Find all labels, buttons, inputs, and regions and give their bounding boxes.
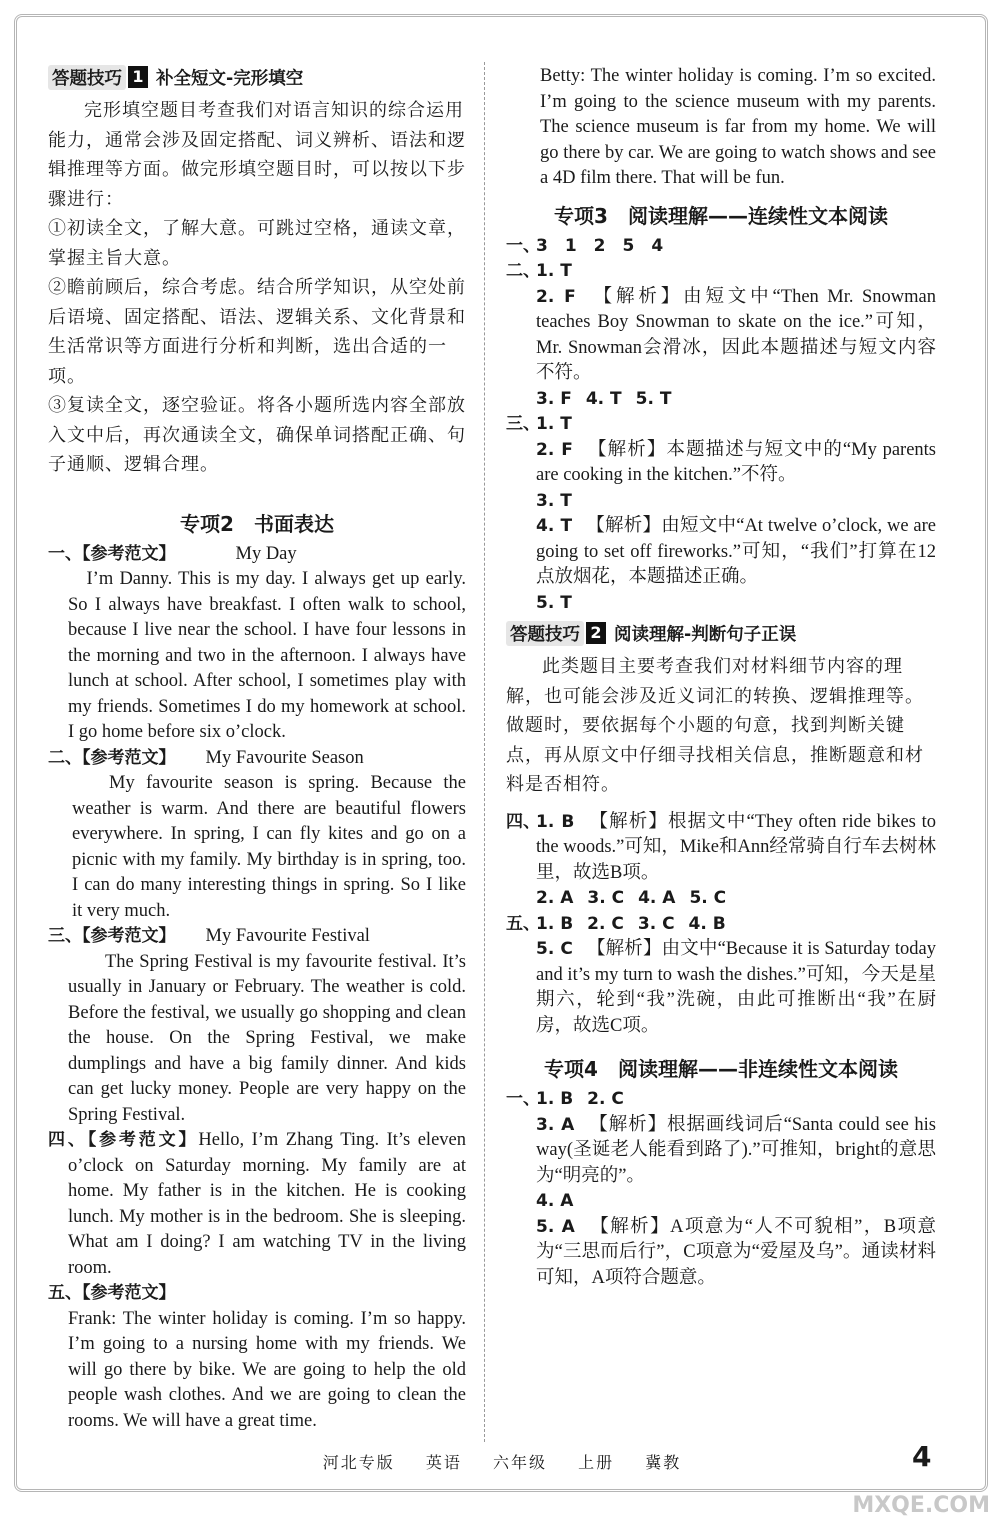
answer-key: 2. F — [536, 439, 573, 460]
sec4-title: 专项4 阅读理解——非连续性文本阅读 — [544, 1057, 898, 1081]
answer-line — [506, 1113, 936, 1190]
footer-volume: 上册 — [578, 1453, 615, 1472]
answer-body — [536, 1189, 936, 1215]
sec3b-answers — [506, 810, 936, 1040]
answer-mark — [506, 387, 536, 413]
tip1-header — [48, 62, 466, 92]
tip1-para: ①初读全文，了解大意。可跳过空格，通读文章，掌握主旨大意。 — [48, 218, 466, 269]
answer-mark: 三、 — [506, 414, 540, 434]
sec4-answers — [506, 1087, 936, 1291]
essay-mark: 二、【参考范文】 — [48, 747, 176, 768]
tip1-para: ③复读全文，逐空验证。将各小题所选内容全部放入文中后，再次通读全文，确保单词搭配正确、句子通顺、逻辑合理。 — [48, 395, 466, 475]
answer-line — [506, 234, 936, 260]
answer-key: 4. A — [536, 1191, 574, 1211]
answer-mark — [506, 591, 536, 617]
answer-key: 2. C — [587, 913, 624, 934]
tip1-para: 完形填空题目考查我们对语言知识的综合运用能力，通常会涉及固定搭配、词义辨析、语法和逻辑推理等方面。做完形填空题目时，可以按以下步骤进行： — [48, 100, 466, 210]
answer-mark — [506, 1189, 536, 1215]
answer-key: 2. F — [536, 286, 576, 307]
answer-line — [506, 412, 936, 438]
sec2-title: 专项2 书面表达 — [180, 511, 334, 536]
sec3-answers — [506, 234, 936, 617]
tip2-body: 此类题目主要考查我们对材料细节内容的理解，也可能会涉及近义词汇的转换、逻辑推理等。做题时，要依据每个小题的句意，找到判断关键点，再从原文中仔细寻找相关信息，推断题意和材料是否相符。 — [506, 656, 924, 795]
answer-mark: 二、 — [506, 261, 540, 281]
answer-key: 3. C — [637, 913, 675, 934]
answer-key: 4. T — [536, 516, 573, 536]
essay-5-text-2: Betty: The winter holiday is coming. I’m so excited. I’m going to the science museum with my parents. The science museum is far from my home. We will go there by car. We are going to watch shows and see a 4D film there. That will be fun. — [540, 66, 936, 188]
answer-key: 2. A — [536, 888, 574, 908]
answer-line — [506, 489, 936, 515]
answer-body — [536, 234, 936, 260]
answer-key: 3. T — [536, 490, 572, 511]
essay-heading: My Favourite Season — [205, 747, 364, 768]
essay-2 — [48, 746, 466, 925]
answer-key: 1. B — [536, 1089, 574, 1109]
answer-mark — [506, 285, 536, 387]
answer-body — [536, 810, 936, 887]
essay-heading: My Day — [235, 543, 297, 564]
answer-line — [506, 1087, 936, 1113]
answer-body — [536, 591, 936, 617]
answer-explanation: 【解析】由短文中“Then Mr. Snowman teaches Boy Snowman to skate on the ice.”可知，Mr. Snowman会滑冰，因此本题描述与短文内容不符。 — [536, 286, 936, 383]
answer-mark — [506, 514, 536, 591]
essay-mark: 四、【参考范文】 — [48, 1130, 199, 1150]
left-column — [48, 62, 466, 1434]
answer-key: 4. B — [688, 913, 726, 934]
answer-line — [506, 1215, 936, 1292]
answer-mark: 五、 — [506, 913, 540, 934]
watermark-logo — [840, 1440, 990, 1520]
answer-mark — [506, 1113, 536, 1190]
footer-region: 河北专版 — [322, 1453, 395, 1472]
essay-text: Frank: The winter holiday is coming. I’m so happy. I’m going to a nursing home with my friends. We will go there by bike. We are going to help the old people wash clothes. And we are going to clean the rooms. We will have a great time. — [68, 1308, 466, 1431]
answer-key: 4. T — [585, 388, 622, 409]
sec3-title: 专项3 阅读理解——连续性文本阅读 — [554, 203, 888, 228]
answer-mark — [506, 1215, 536, 1292]
tip1-number: 1 — [128, 66, 148, 88]
answer-key: 3. C — [587, 888, 625, 908]
answer-body — [536, 1087, 936, 1113]
answer-body — [536, 285, 936, 387]
answer-line — [506, 912, 936, 938]
answer-key: 5. T — [536, 592, 572, 613]
answer-key: 5. C — [689, 888, 727, 908]
answer-line — [506, 886, 936, 912]
watermark-text: MXQE.COM — [852, 1493, 990, 1518]
answer-mark — [506, 937, 536, 1039]
answer-key: 5. C — [536, 939, 573, 959]
tip1-body — [48, 96, 466, 480]
answer-body — [536, 912, 936, 938]
answer-key: 1. T — [536, 414, 572, 434]
answer-body — [536, 886, 936, 912]
answer-body — [536, 489, 936, 515]
answer-line — [506, 937, 936, 1039]
answer-line — [506, 591, 936, 617]
answer-body — [536, 387, 936, 413]
answer-explanation: 【解析】A项意为“人不可貌相”，B项意为“三思而后行”，C项意为“爱屋及乌”。通读材料可知，A项符合题意。 — [536, 1216, 936, 1288]
tip2-header — [506, 618, 936, 648]
essay-heading: My Favourite Festival — [205, 926, 370, 946]
answer-key: 2. C — [587, 1089, 624, 1109]
answer-line — [506, 438, 936, 489]
answer-explanation: 【解析】由短文中“At twelve o’clock, we are going to set off fireworks.”可知，“我们”打算在12点放烟花，本题描述正确。 — [536, 516, 936, 587]
essay-3 — [48, 924, 466, 1128]
essay-text: Hello, I’m Zhang Ting. It’s eleven o’clock on Saturday morning. My family are at home. My father is in the kitchen. He is cooking lunch. My mother is in the bedroom. She is sleeping. What am I doing? I am watching TV in the living room. — [68, 1130, 466, 1278]
essay-mark: 三、【参考范文】 — [48, 926, 176, 946]
answer-line — [506, 1189, 936, 1215]
column-divider — [484, 62, 485, 1442]
answer-explanation: 【解析】根据文中“They often ride bikes to the woods.”可知，Mike和Ann经常骑自行车去树林里，故选B项。 — [536, 811, 937, 883]
tip1-para: ②瞻前顾后，综合考虑。结合所学知识，从空处前后语境、固定搭配、语法、逻辑关系、文化背景和生活常识等方面进行分析和判断，选出合适的一项。 — [48, 277, 466, 387]
answer-key: 3 1 2 5 4 — [536, 235, 664, 256]
essay-text: I’m Danny. This is my day. I always get up early. So I always have breakfast. I often walk to school, because I live near the school. I have four lessons in the morning and two in the afternoon. I always have lunch at school. After school, I sometimes play with my friends. Sometimes I do my homework at school. I go home before six o’clock. — [68, 569, 466, 742]
essay-text: My favourite season is spring. Because the weather is warm. And there are beautiful flowers everywhere. In spring, I can fly kites and go on a picnic with my family. My birthday is in spring, too. I can do many interesting things in spring. So I like it very much. — [72, 773, 466, 921]
answer-key: 1. B — [536, 913, 574, 934]
page-number: 4 — [912, 1440, 932, 1473]
essay-mark: 一、【参考范文】 — [48, 543, 176, 564]
tip1-title: 补全短文-完形填空 — [156, 68, 304, 89]
answer-mark: 四、 — [506, 811, 540, 832]
answer-body — [536, 1215, 936, 1292]
essay-mark: 五、【参考范文】 — [48, 1283, 176, 1303]
answer-line — [506, 810, 936, 887]
answer-key: 4. A — [638, 888, 676, 908]
right-column — [506, 64, 936, 1291]
answer-body — [536, 514, 936, 591]
footer-grade: 六年级 — [492, 1453, 547, 1472]
answer-key: 5. T — [635, 388, 672, 409]
answer-body — [536, 937, 936, 1039]
answer-line — [506, 285, 936, 387]
answer-key: 3. F — [536, 388, 572, 409]
answer-line — [506, 514, 936, 591]
answer-key: 1. T — [536, 261, 572, 281]
essay-text: The Spring Festival is my favourite festival. It’s usually in January or February. The weather is cold. Before the festival, we usually go shopping and clean the house. On the Spring Festival, we make dumplings and have a big family dinner. And kids can get lucky money. People are very happy on the Spring Festival. — [68, 951, 466, 1125]
answer-mark — [506, 489, 536, 515]
answer-key: 5. A — [536, 1216, 575, 1237]
answer-explanation: 【解析】本题描述与短文中的“My parents are cooking in the kitchen.”不符。 — [536, 439, 936, 485]
answer-body — [536, 1113, 936, 1190]
tip2-number: 2 — [586, 622, 606, 644]
answer-line — [506, 387, 936, 413]
answer-key: 3. A — [536, 1114, 575, 1135]
tip1-label: 答题技巧 — [48, 65, 126, 90]
answer-mark: 一、 — [506, 235, 540, 256]
essay-4 — [48, 1128, 466, 1281]
essay-5 — [48, 1281, 466, 1434]
answer-body — [536, 259, 936, 285]
answer-mark: 一、 — [506, 1089, 540, 1109]
answer-explanation: 【解析】由文中“Because it is Saturday today and it’s my turn to wash the dishes.”可知，今天是星期六，轮到“我”洗碗，由此可推断出“我”在厨房，故选C项。 — [536, 939, 937, 1036]
tip2-label: 答题技巧 — [506, 621, 584, 646]
tip2-title: 阅读理解-判断句子正误 — [614, 624, 797, 645]
answer-line — [506, 259, 936, 285]
answer-body — [536, 438, 936, 489]
footer-publisher: 冀教 — [645, 1453, 682, 1472]
footer-subject: 英语 — [425, 1453, 462, 1472]
answer-key: 1. B — [536, 811, 575, 832]
answer-explanation: 【解析】根据画线词后“Santa could see his way(圣诞老人能看到路了).”可推知，bright的意思为“明亮的”。 — [536, 1114, 936, 1186]
essay-1 — [48, 542, 466, 746]
answer-mark — [506, 886, 536, 912]
answer-body — [536, 412, 936, 438]
answer-mark — [506, 438, 536, 489]
